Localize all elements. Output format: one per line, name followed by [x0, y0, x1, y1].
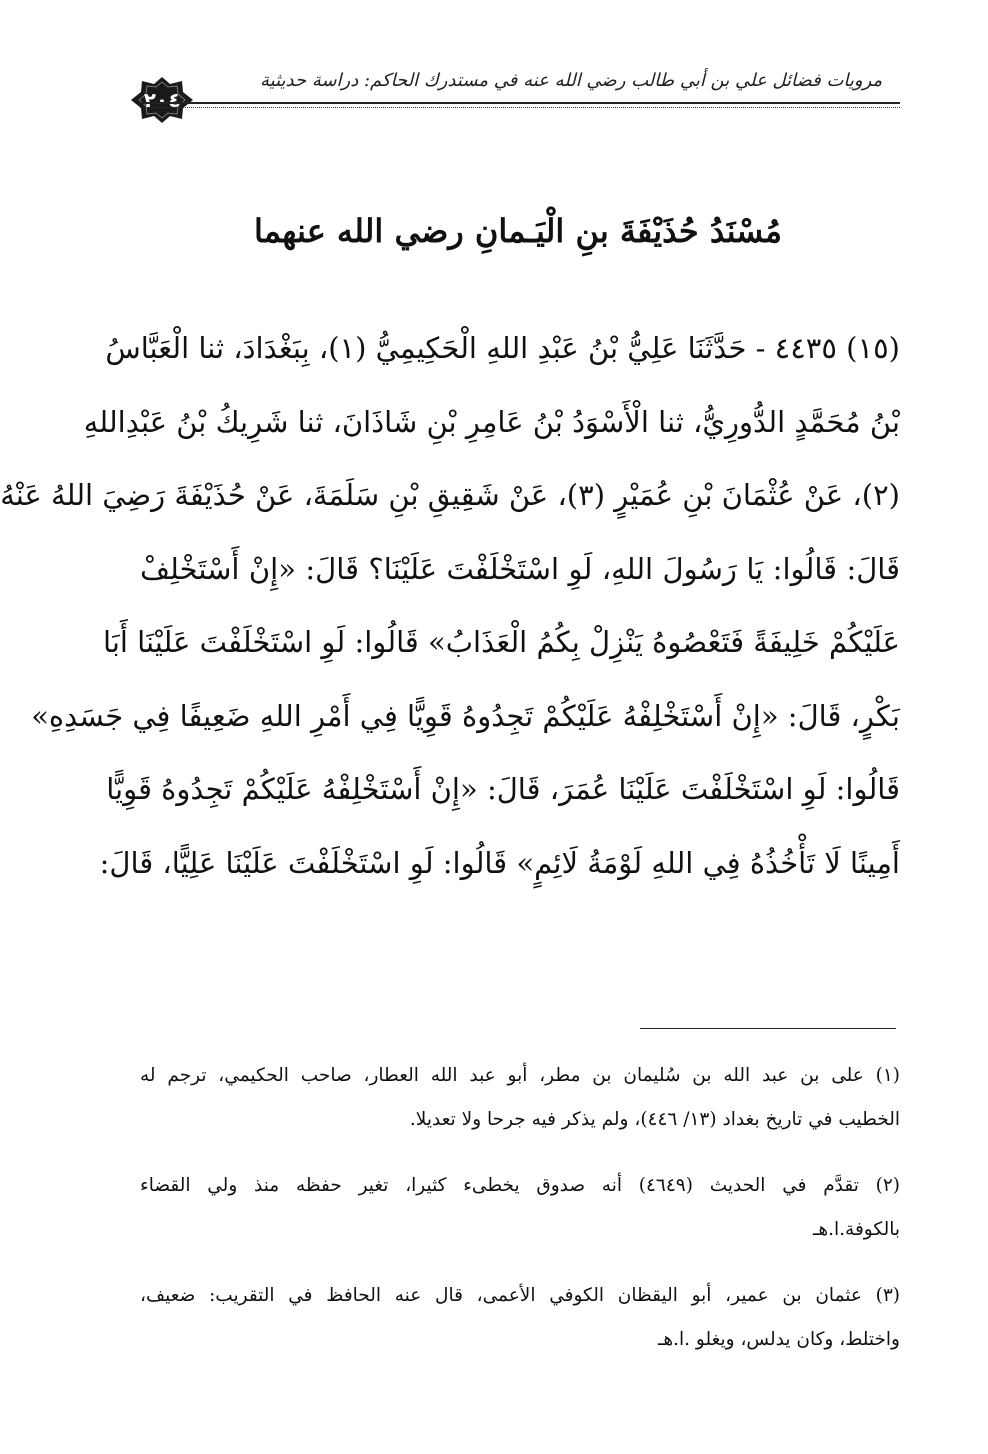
section-heading: مُسْنَدُ حُذَيْفَةَ بنِ الْيَـمانِ رضي الله عنهما [254, 212, 782, 250]
text-line: (٢)، عَنْ عُثْمَانَ بْنِ عُمَيْرٍ (٣)، عَنْ شَقِيقِ بْنِ سَلَمَةَ، عَنْ حُذَيْفَةَ رَضِيَ اللهُ عَنْهُ [0, 478, 900, 512]
hadith-text [0, 312, 900, 900]
page-number: ٢٠٤ [143, 88, 181, 112]
footnote-2 [140, 1164, 900, 1252]
header-title: مرويات فضائل علي بن أبي طالب رضي الله عنه في مستدرك الحاكم: دراسة حديثية [260, 70, 883, 91]
footnote-divider [640, 1028, 896, 1029]
text-line: بَكْرٍ، قَالَ: «إِنْ أَسْتَخْلِفْهُ عَلَيْكُمْ تَجِدُوهُ قَوِيًّا فِي أَمْرِ اللهِ ضَعِيفًا فِي جَسَدِهِ» [31, 698, 900, 733]
text-line: (١٥) ٤٤٣٥ - حَدَّثَنَا عَلِيُّ بْنُ عَبْدِ اللهِ الْحَكِيمِيُّ (١)، بِبَغْدَادَ، ثنا الْعَبَّاسُ [105, 331, 900, 365]
page-number-badge [130, 76, 194, 124]
footnote-1 [140, 1054, 900, 1142]
footnote-line: (٢) تقدَّم في الحديث (٤٦٤٩) أنه صدوق يخطىء كثيرا، تغير حفظه منذ ولي القضاء [140, 1175, 900, 1196]
footnotes [140, 1054, 900, 1384]
footnote-line: بالكوفة.ا.هـ [812, 1219, 900, 1240]
footnote-line: (١) على بن عبد الله بن سُليمان بن مطر، أبو عبد الله العطار، صاحب الحكيمي، ترجم له [140, 1065, 900, 1086]
text-line: قَالَ: قَالُوا: يَا رَسُولَ اللهِ، لَوِ اسْتَخْلَفْتَ عَلَيْنَا؟ قَالَ: «إِنْ أَسْتَخْلِفْ [140, 551, 900, 586]
text-line: عَلَيْكُمْ خَلِيفَةً فَتَعْصُوهُ يَنْزِلْ بِكُمُ الْعَذَابُ» قَالُوا: لَوِ اسْتَخْلَفْتَ عَلَيْنَا أَبَا [102, 625, 900, 659]
running-header [140, 56, 900, 116]
footnote-line: (٣) عثمان بن عمير، أبو اليقظان الكوفي الأعمى، قال عنه الحافظ في التقريب: ضعيف، [140, 1285, 900, 1306]
footnote-3 [140, 1274, 900, 1362]
header-dotted-rule [140, 107, 900, 108]
header-rule [140, 102, 900, 104]
footnote-line: الخطيب في تاريخ بغداد (١٣/ ٤٤٦)، ولم يذكر فيه جرحا ولا تعديلا. [409, 1109, 900, 1130]
text-line: قَالُوا: لَوِ اسْتَخْلَفْتَ عَلَيْنَا عُمَرَ، قَالَ: «إِنْ أَسْتَخْلِفْهُ عَلَيْكُمْ تَجِدُوهُ قَوِيًّا [106, 772, 900, 806]
footnote-line: واختلط، وكان يدلس، ويغلو .ا.هـ [657, 1329, 900, 1350]
text-line: بْنُ مُحَمَّدٍ الدُّورِيُّ، ثنا الْأَسْوَدُ بْنُ عَامِرِ بْنِ شَاذَانَ، ثنا شَرِيكُ بْنُ عَبْدِاللهِ [83, 404, 900, 439]
text-line: أَمِينًا لَا تَأْخُذُهُ فِي اللهِ لَوْمَةُ لَائِمٍ» قَالُوا: لَوِ اسْتَخْلَفْتَ عَلَيْنَا عَلِيًّا، قَالَ: [99, 845, 900, 880]
